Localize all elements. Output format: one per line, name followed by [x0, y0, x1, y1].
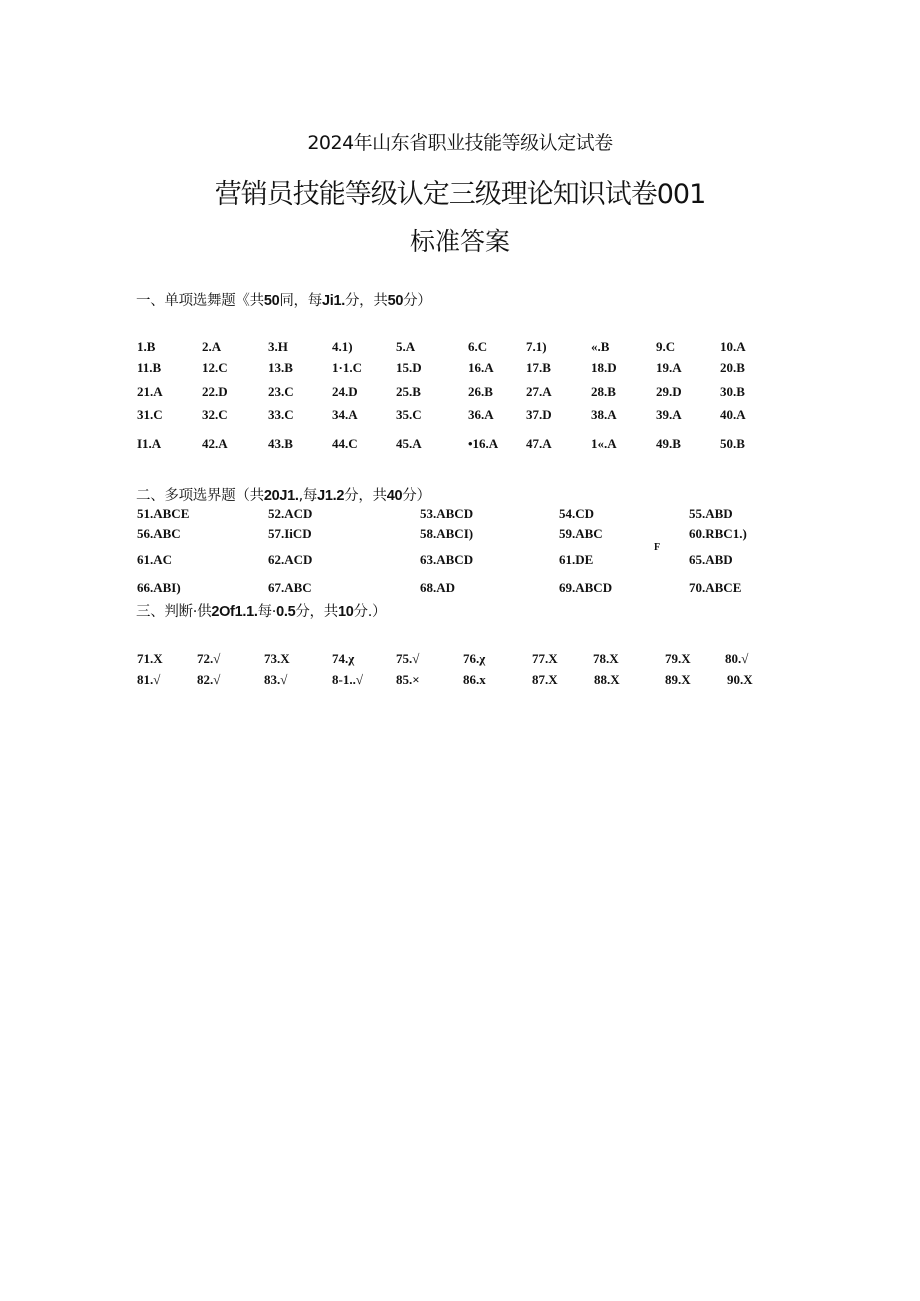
- answer-item: «.B: [591, 339, 610, 354]
- answer-item: 1«.A: [591, 436, 617, 451]
- answer-item: 6.C: [468, 339, 488, 354]
- answer-item: 47.A: [526, 436, 552, 451]
- answer-item: 5.A: [396, 339, 416, 354]
- answer-item: 73.X: [264, 651, 290, 666]
- answer-item: 60.RBC1.): [689, 526, 747, 541]
- answer-item: 90.X: [727, 672, 753, 687]
- answer-item: 20.B: [720, 360, 745, 375]
- answer-item: 86.x: [463, 672, 486, 687]
- answer-item: 23.C: [268, 384, 294, 399]
- answer-item: 2.A: [202, 339, 222, 354]
- answer-item: 3.H: [268, 339, 288, 354]
- answer-item: I1.A: [137, 436, 162, 451]
- answer-item: 72.√: [197, 651, 221, 666]
- answer-item: 35.C: [396, 407, 422, 422]
- answer-item: 53.ABCD: [420, 506, 474, 521]
- answer-item: 44.C: [332, 436, 358, 451]
- answer-item: 63.ABCD: [420, 552, 474, 567]
- answer-item: 33.C: [268, 407, 294, 422]
- answer-item: 40.A: [720, 407, 746, 422]
- answer-item: 71.X: [137, 651, 163, 666]
- answer-item: 74.χ: [332, 651, 355, 666]
- answer-item: 38.A: [591, 407, 617, 422]
- answer-item: 81.√: [137, 672, 161, 687]
- answer-item: 66.ABI): [137, 580, 181, 595]
- answer-item: 37.D: [526, 407, 552, 422]
- answer-item: 75.√: [396, 651, 420, 666]
- answer-item: 49.B: [656, 436, 681, 451]
- answer-item: 57.IiCD: [268, 526, 312, 541]
- answer-item: 61.DE: [559, 552, 594, 567]
- answer-item: 52.ACD: [268, 506, 313, 521]
- answer-item: 11.B: [137, 360, 162, 375]
- answer-item: 9.C: [656, 339, 676, 354]
- answer-item: 83.√: [264, 672, 288, 687]
- answer-item: 36.A: [468, 407, 494, 422]
- answer-key-title: 标准答案: [409, 227, 510, 256]
- answer-item: 82.√: [197, 672, 221, 687]
- answer-item: 22.D: [202, 384, 228, 399]
- answer-item: 56.ABC: [137, 526, 181, 541]
- answer-item: 59.ABC: [559, 526, 603, 541]
- answer-item: 87.X: [532, 672, 558, 687]
- answer-item: 26.B: [468, 384, 493, 399]
- answer-item: 16.A: [468, 360, 494, 375]
- answer-item: 77.X: [532, 651, 558, 666]
- answer-item: 76.χ: [463, 651, 486, 666]
- answer-item: 65.ABD: [689, 552, 733, 567]
- answer-item: 8-1..√: [332, 672, 363, 687]
- answer-item: 7.1): [526, 339, 547, 354]
- answer-item: 79.X: [665, 651, 691, 666]
- answer-item: 69.ABCD: [559, 580, 613, 595]
- answer-item: 88.X: [594, 672, 620, 687]
- answer-item: 85.×: [396, 672, 420, 687]
- answer-item: 39.A: [656, 407, 682, 422]
- section1-heading: 一、单项选舞题《共50同，每Ji1.分，共50分）: [136, 293, 432, 309]
- answer-item: 80.√: [725, 651, 749, 666]
- paper-title: 营销员技能等级认定三级理论知识试卷001: [214, 179, 706, 210]
- answer-item: 89.X: [665, 672, 691, 687]
- answer-item: •16.A: [468, 436, 499, 451]
- stray-mark: F: [654, 542, 661, 553]
- answer-item: 1·1.C: [332, 360, 362, 375]
- answer-item: 1.B: [137, 339, 156, 354]
- answer-item: 42.A: [202, 436, 228, 451]
- answer-item: 78.X: [593, 651, 619, 666]
- answer-item: 29.D: [656, 384, 682, 399]
- answer-item: 31.C: [137, 407, 163, 422]
- answer-item: 58.ABCI): [420, 526, 474, 541]
- answer-item: 51.ABCE: [137, 506, 190, 521]
- answer-item: 43.B: [268, 436, 293, 451]
- answer-item: 13.B: [268, 360, 293, 375]
- answer-item: 21.A: [137, 384, 163, 399]
- answer-item: 12.C: [202, 360, 228, 375]
- answer-item: 55.ABD: [689, 506, 733, 521]
- answer-item: 32.C: [202, 407, 228, 422]
- answer-item: 62.ACD: [268, 552, 313, 567]
- answer-item: 68.AD: [420, 580, 456, 595]
- answer-item: 61.AC: [137, 552, 173, 567]
- answer-item: 54.CD: [559, 506, 595, 521]
- answer-item: 67.ABC: [268, 580, 312, 595]
- answer-item: 34.A: [332, 407, 358, 422]
- answer-item: 70.ABCE: [689, 580, 742, 595]
- answer-item: 24.D: [332, 384, 358, 399]
- answer-item: 17.B: [526, 360, 551, 375]
- answer-item: 50.B: [720, 436, 745, 451]
- section3-heading: 三、判断·供2Of1.1.每·0.5分，共10分.）: [136, 604, 387, 620]
- answer-item: 15.D: [396, 360, 422, 375]
- section2-heading: 二、多项选界题（共20J1.,每J1.2分，共40分）: [136, 488, 431, 504]
- answer-item: 27.A: [526, 384, 552, 399]
- exam-title: 2024年山东省职业技能等级认定试卷: [307, 132, 613, 154]
- answer-item: 45.A: [396, 436, 422, 451]
- answer-item: 28.B: [591, 384, 616, 399]
- answer-item: 30.B: [720, 384, 745, 399]
- answer-item: 18.D: [591, 360, 617, 375]
- answer-item: 25.B: [396, 384, 421, 399]
- answer-item: 19.A: [656, 360, 682, 375]
- answer-item: 4.1): [332, 339, 353, 354]
- answer-item: 10.A: [720, 339, 746, 354]
